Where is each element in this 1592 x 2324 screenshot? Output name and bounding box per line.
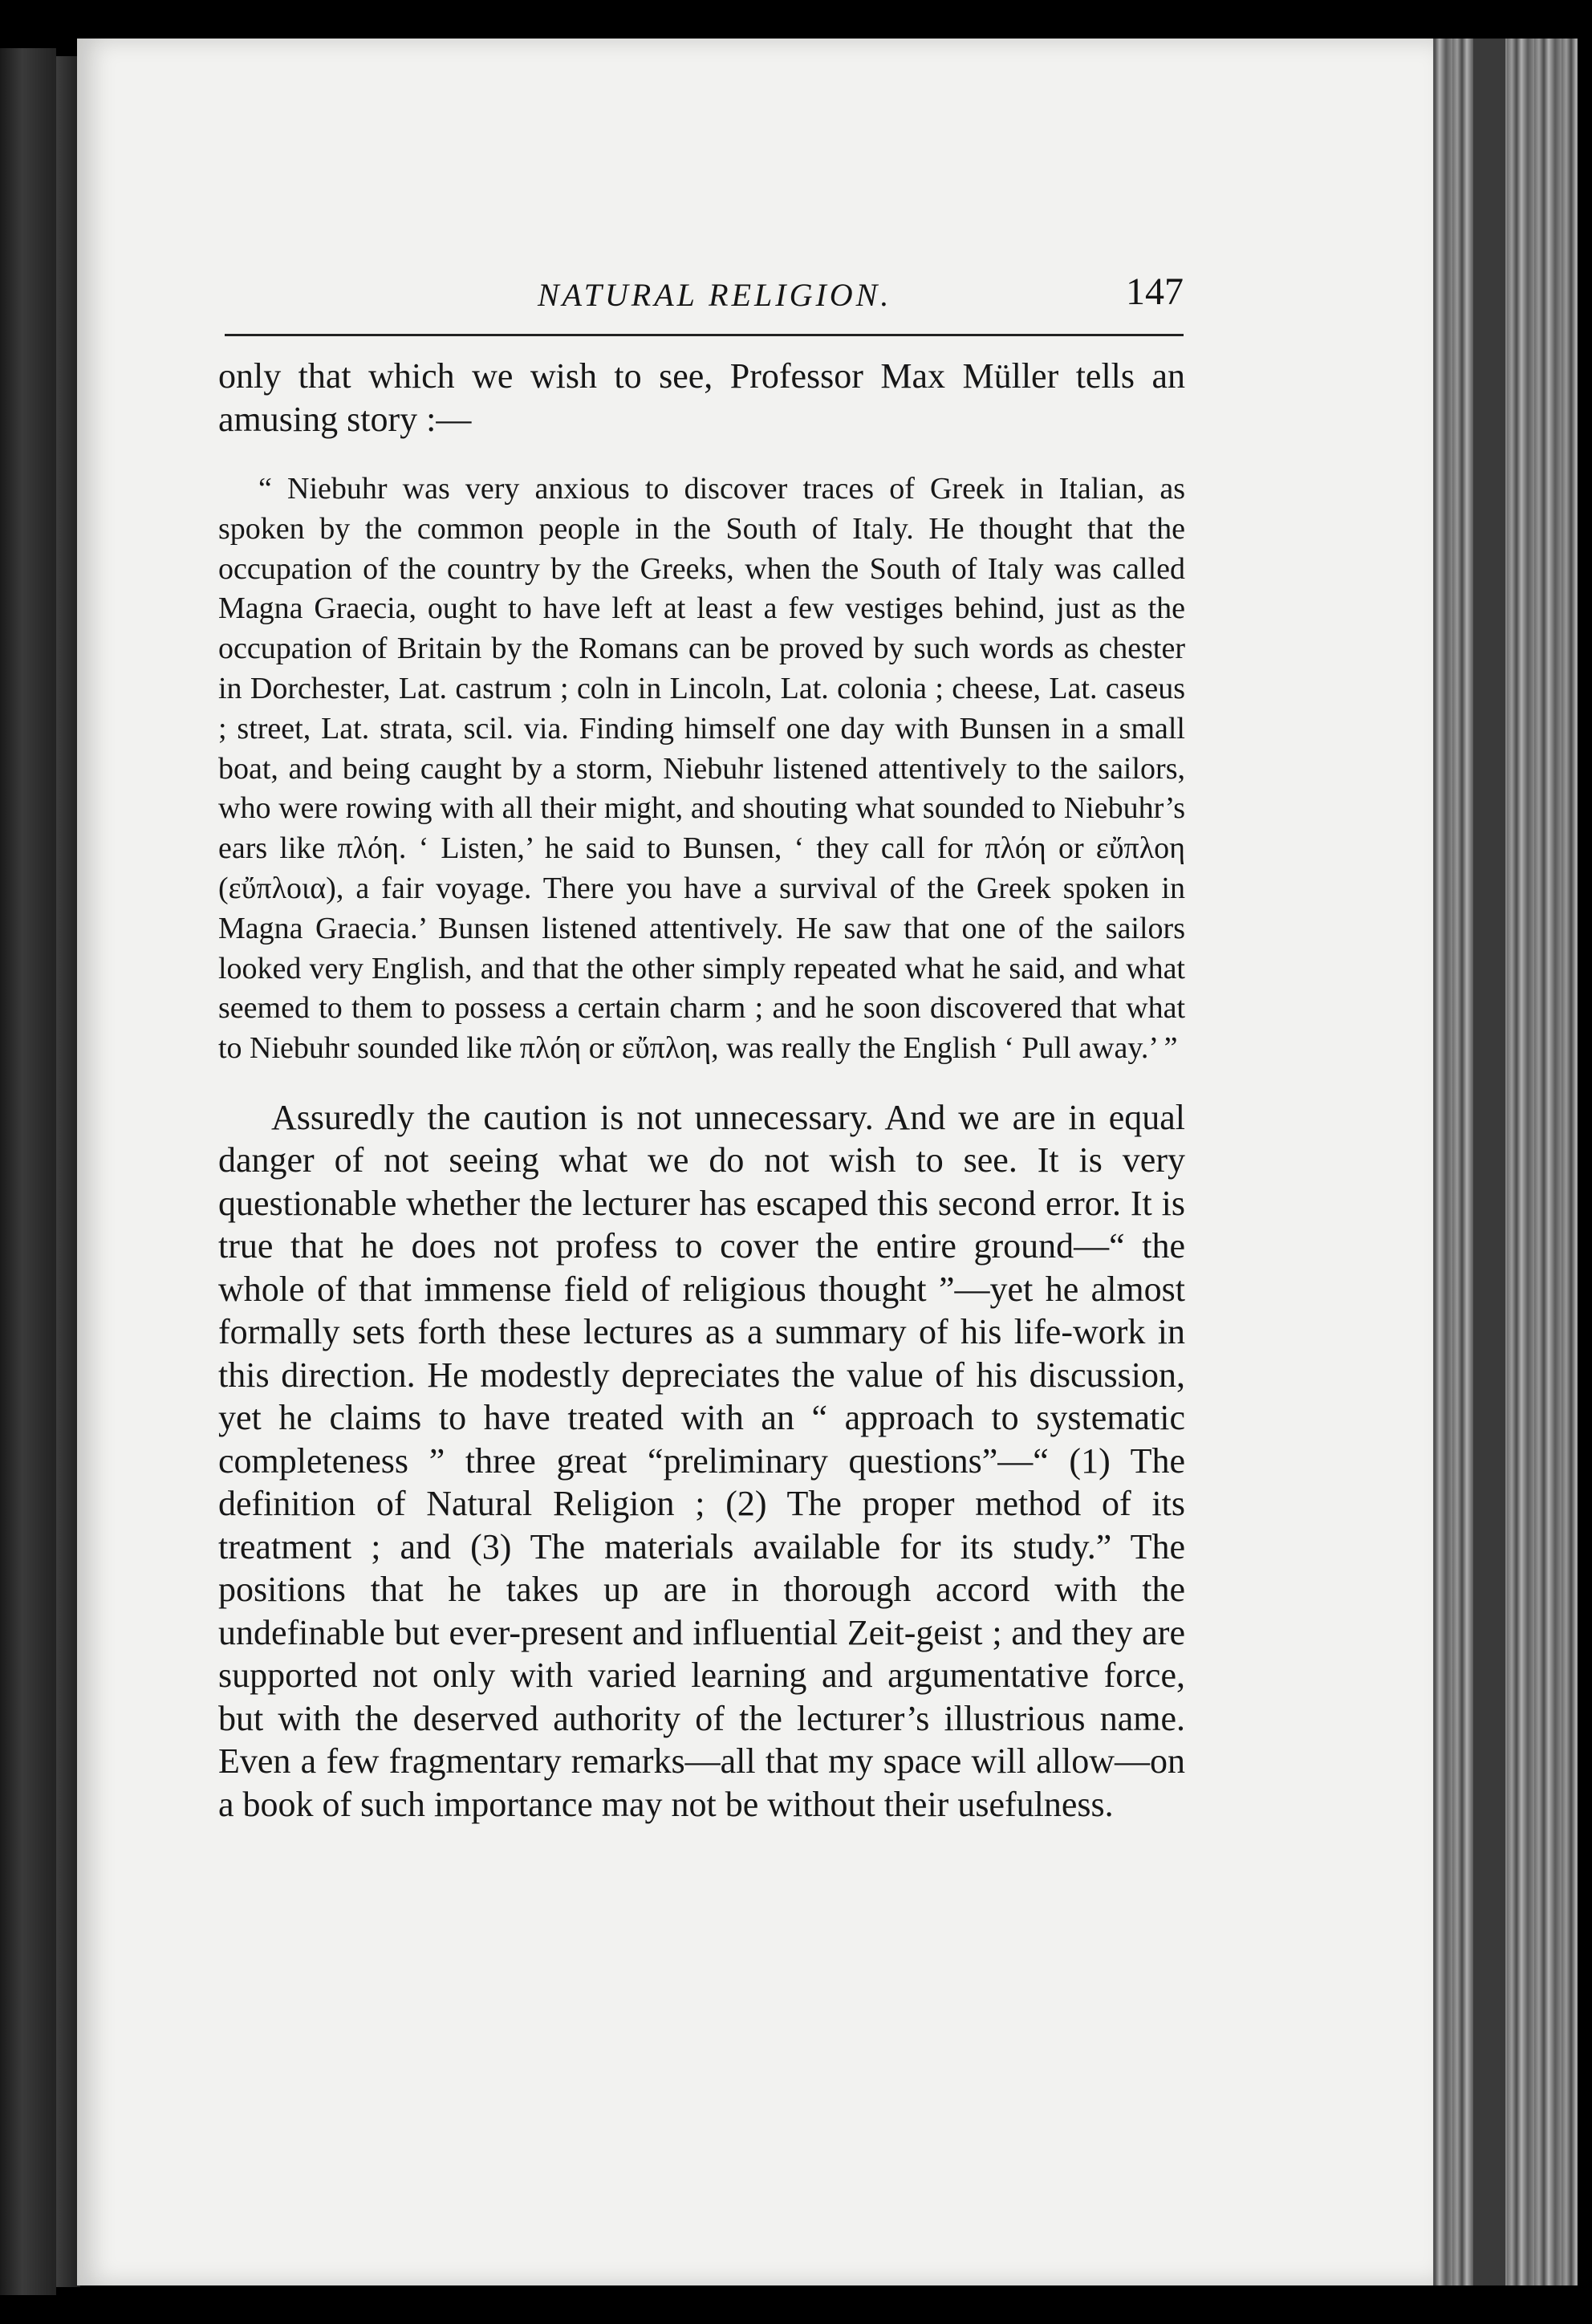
main-paragraph: Assuredly the caution is not unnecessary. And we are in equal danger of not seeing what we do not wish to see. It is very questionable whether the lecturer has escaped this second error. It is true that he does not profess to cover the entire ground—“ the whole of that immense field of religious thought ”—yet he almost formally sets forth these lectures as a summary of his life-work in this direction. He modestly depreciates the value of his discussion, yet he claims to have treated with an “ approach to systematic completeness ” three great “preliminary questions”—“ (1) The definition of Natural Religion ; (2) The proper method of its treatment ; and (3) The materials available for its study.” The positions that he takes up are in thorough accord with the undefinable but ever-present and influential Zeit-geist ; and they are supported not only with varied learning and argumentative force, but with the deserved authority of the lecturer’s illustrious name. Even a few fragmentary remarks—all that my space will allow—on a book of such importance may not be without their usefulness. [218, 1097, 1185, 1824]
running-title: NATURAL RELIGION. [538, 277, 892, 313]
page-number: 147 [1126, 270, 1184, 313]
block-quote: “ Niebuhr was very anxious to discover traces of Greek in Italian, as spoken by the common people in the South of Italy. He thought that the occupation of the country by the Greeks, when the South of Italy was called Magna Graecia, ought to have left at least a few vestiges behind, just as the occupation of Britain by the Romans can be proved by such words as chester in Dorchester, Lat. castrum ; coln in Lincoln, Lat. colonia ; cheese, Lat. caseus ; street, Lat. strata, scil. via. Finding himself one day with Bunsen in a small boat, and being caught by a storm, Niebuhr listened attentively to the sailors, who were rowing with all their might, and shouting what sounded to Niebuhr’s ears like πλόη. ‘ Listen,’ he said to Bunsen, ‘ they call for πλόη or εὔπλοη (εὔπλοια), a fair voyage. There you have a survival of the Greek spoken in Magna Graecia.’ Bunsen listened attentively. He saw that one of the sailors looked very English, and that the other simply repeated what he said, and what seemed to them to possess a certain charm ; and he soon discovered that what to Niebuhr sounded like πλόη or εὔπλοη, was really the English ‘ Pull away.’ ” [218, 472, 1185, 1066]
facing-page-edge [0, 48, 56, 2295]
page-body [218, 355, 1185, 1826]
intro-paragraph: only that which we wish to see, Professor Max Müller tells an amusing story :— [218, 356, 1185, 439]
page-edges [1425, 39, 1578, 2285]
page-header [225, 270, 1184, 336]
